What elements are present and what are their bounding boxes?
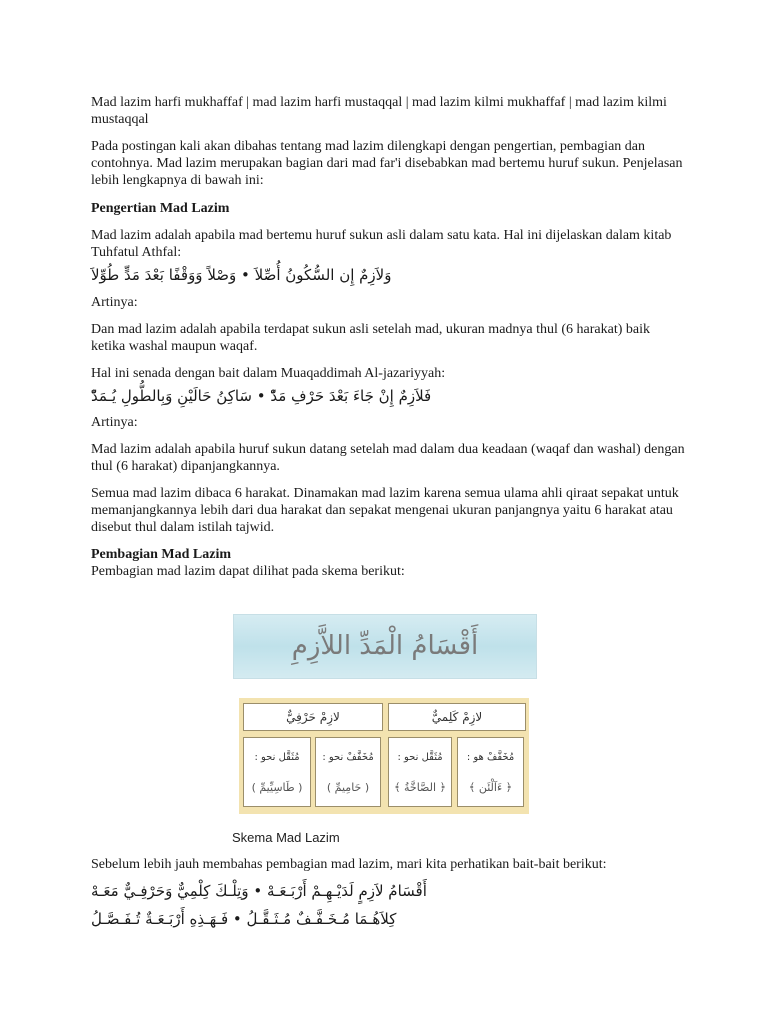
heading-pengertian: Pengertian Mad Lazim [91,201,230,216]
bait-verse-1: أَقْسَامُ لاَزِمٍ لَدَيْـهِـمْ أَرْبَـعَـهْ • وَتِلْـكَ كِلْمِيٌّ وَحَرْفِـيٌّ مَعَـهْ [91,882,427,900]
cell-example: ( حَامِيمِّ ) [326,780,370,794]
bait-intro-paragraph: Sebelum lebih jauh membahas pembagian mad lazim, mari kita perhatikan bait-bait berikut: [91,857,607,872]
cell-kalimi-mutsaqqal [388,737,452,807]
group-kalimi-box [388,703,526,731]
cell-label: مُثَقَّل نحو : [254,751,300,763]
harakat-paragraph: Semua mad lazim dibaca 6 harakat. Dinamakan mad lazim karena semua ulama ahli qiraat sepakat untuk memanjangkannya lebih dari dua harakat dan sepakat mengenai ukuran panjangnya yaitu 6 harakat atau disebut thul dalam istilah tajwid. [91,486,679,535]
skema-mad-lazim-image [233,614,535,814]
artinya-label-2: Artinya: [91,415,138,430]
article-body [91,94,685,580]
verse-tuhfatul-athfal: وَلاَزِمٌ إِن السُّكُونُ أُصِّلاَ • وَصْلاً وَوَقْفًا بَعْدَ مَدٍّ طُوِّلاَ [91,266,392,284]
intro-paragraph: Pada postingan kali akan dibahas tentang mad lazim dilengkapi dengan pengertian, pembagian dan contohnya. Mad lazim merupakan bagian dari mad far'i disebabkan mad bertemu huruf sukun. Penjelasan lebih lengkapnya di bawah ini: [91,139,683,188]
cell-example: ﴿ الصَّاخَّةُ ﴾ [394,780,446,794]
group-kalimi-label: لازِمْ كَلِميٌّ [431,709,483,724]
pembagian-paragraph: Pembagian mad lazim dapat dilihat pada skema berikut: [91,564,405,579]
translation-paragraph-2: Mad lazim adalah apabila huruf sukun datang setelah mad dalam dua keadaan (waqaf dan washal) dengan thul (6 harakat) dipanjangkannya. [91,442,685,474]
figure-caption: Skema Mad Lazim [232,830,340,845]
group-harfi-label: لازِمْ حَرْفِيٌّ [286,709,340,724]
pengertian-paragraph: Mad lazim adalah apabila mad bertemu huruf sukun asli dalam satu kata. Hal ini dijelaskan dalam kitab Tuhfatul Athfal: [91,228,672,260]
cell-kalimi-mukhaffaf [457,737,524,807]
bait-verse-2: كِلاَهُـمَا مُـخَـفَّـفٌ مُـثَـقَّـلُ • فَـهَـذِهِ أَرْبَـعَـةٌ تُـفَـصَّـلُ [91,910,397,928]
jazariyyah-intro: Hal ini senada dengan bait dalam Muaqaddimah Al-jazariyyah: [91,366,446,381]
heading-pembagian: Pembagian Mad Lazim [91,547,231,562]
cell-example: ( طَاسِيِّيمِّ ) [251,780,303,794]
cell-harfi-mukhaffaf [315,737,381,807]
verse-jazariyyah: فَلاَزِمٌ إِنْ جَاءَ بَعْدَ حَرْفِ مَدّْ • سَاكِنُ حَالَيْنِ وَبِالطُّولِ يُـمَدّْ [91,387,432,405]
lower-section [91,856,685,931]
figure-grid [239,698,529,814]
group-harfi-box [243,703,383,731]
artinya-label-1: Artinya: [91,295,138,310]
title-line: Mad lazim harfi mukhaffaf | mad lazim harfi mustaqqal | mad lazim kilmi mukhaffaf | mad lazim kilmi mustaqqal [91,95,667,127]
cell-example: ﴿ ءَآلْئَن ﴾ [468,780,513,794]
figure-banner: أَقْسَامُ الْمَدِّ اللاَّزِمِ [233,614,537,679]
cell-label: مُخَفَّفْ هو : [466,751,515,763]
cell-harfi-mutsaqqal [243,737,311,807]
cell-label: مُثَقَّل نحو : [397,751,443,763]
translation-paragraph-1: Dan mad lazim adalah apabila terdapat sukun asli setelah mad, ukuran madnya thul (6 harakat) baik ketika washal maupun waqaf. [91,322,651,354]
cell-label: مُخَفَّفْ نحو : [322,751,374,763]
